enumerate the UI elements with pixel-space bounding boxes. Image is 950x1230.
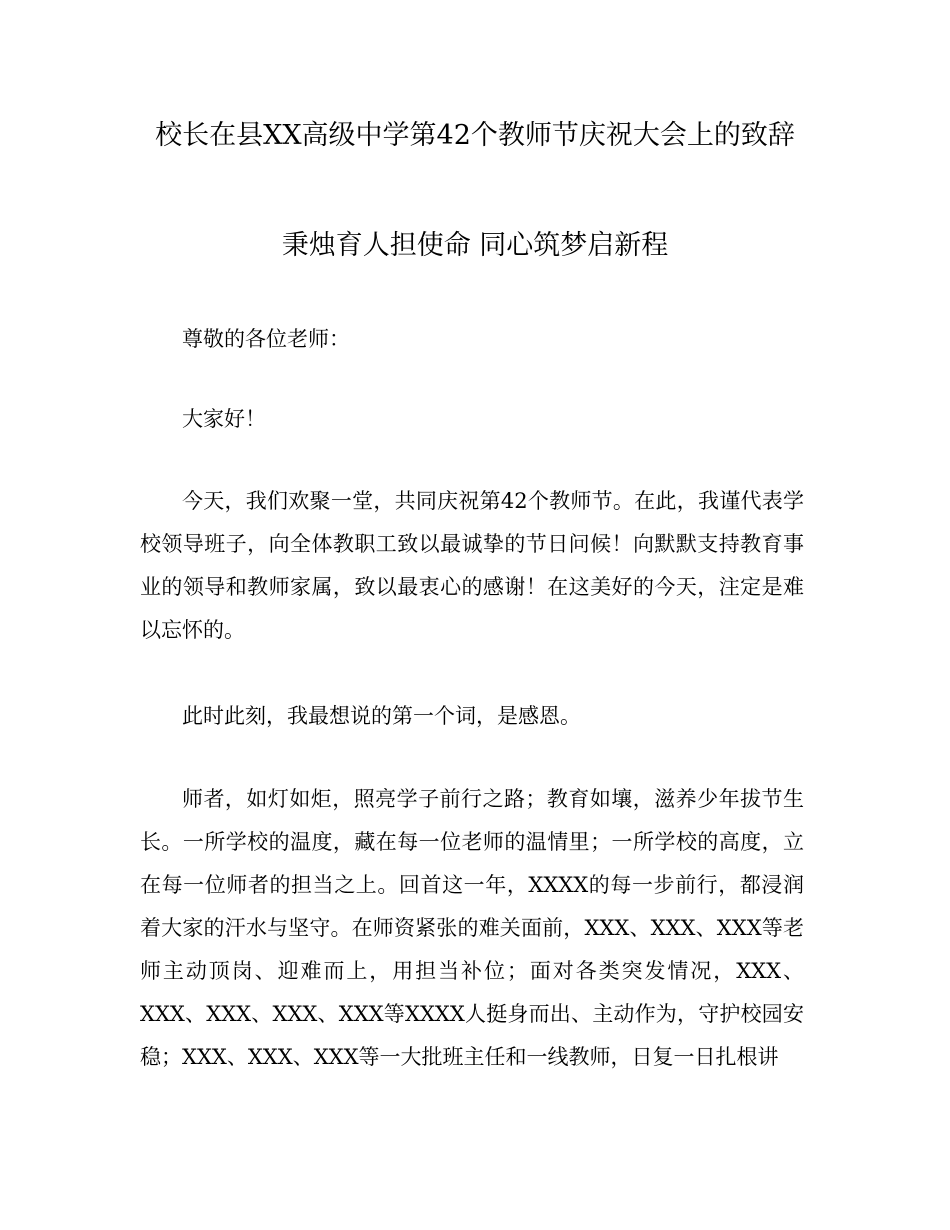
document-title: 校长在县XX高级中学第42个教师节庆祝大会上的致辞 [155,120,795,151]
salutation: 尊敬的各位老师： [182,327,350,351]
greeting: 大家好！ [182,407,266,431]
paragraph: 今天，我们欢聚一堂，共同庆祝第42个教师节。在此，我谨代表学校领导班子，向全体教职工致以最诚挚的节日问候！向默默支持教育事业的领导和教师家属，致以最衷心的感谢！在这美好的今天，注定是难以忘怀的。 [140,489,804,642]
paragraph: 师者，如灯如炬，照亮学子前行之路；教育如壤，滋养少年拔节生长。一所学校的温度，藏在每一位老师的温情里；一所学校的高度，立在每一位师者的担当之上。回首这一年，XXXX的每一步前行，都浸润着大家的汗水与坚守。在师资紧张的难关面前，XXX、XXX、XXX等老师主动顶岗、迎难而上，用担当补位；面对各类突发情况，XXX、XXX、XXX、XXX、XXX等XXXX人挺身而出、主动作为，守护校园安稳；XXX、XXX、XXX等一大批班主任和一线教师，日复一日扎根讲 [140,787,804,1069]
paragraph: 此时此刻，我最想说的第一个词，是感恩。 [182,704,581,728]
document-subtitle: 秉烛育人担使命 同心筑梦启新程 [281,230,669,261]
